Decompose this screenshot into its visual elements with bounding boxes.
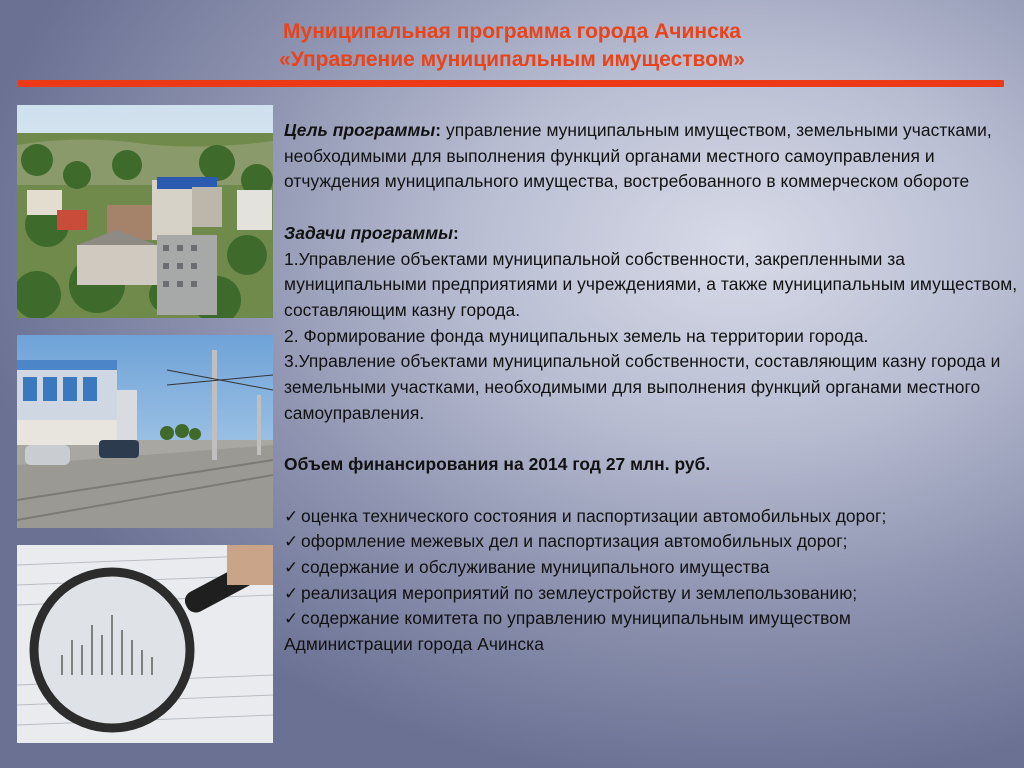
- slide-title: [0, 18, 1024, 74]
- checkmark-icon: ✓: [284, 583, 299, 603]
- city-street-photo: [17, 335, 273, 528]
- checklist-item-text: реализация мероприятий по землеустройству и землепользованию;: [301, 582, 858, 603]
- title-line-1: Муниципальная программа города Ачинска: [283, 20, 741, 43]
- checklist-item-text: содержание комитета по управлению муниципальным имуществом: [301, 608, 851, 629]
- goal-paragraph: [284, 118, 1019, 195]
- goal-label: Цель программы: [284, 120, 436, 140]
- tasks-heading: [284, 221, 1019, 247]
- task-item-2: 2. Формирование фонда муниципальных земель на территории города.: [284, 325, 869, 346]
- checklist-item-5: [284, 606, 1019, 632]
- city-aerial-photo: [17, 105, 273, 318]
- checkmark-icon: ✓: [284, 506, 299, 526]
- checklist-trailing-line: Администрации города Ачинска: [284, 634, 544, 655]
- checkmark-icon: ✓: [284, 532, 299, 552]
- tasks-colon: :: [453, 222, 459, 243]
- goal-colon: :: [435, 120, 442, 140]
- program-description: [284, 118, 1019, 658]
- task-item-1: 1.Управление объектами муниципальной собственности, закрепленными за муниципальными предприятиями и учреждениями, а также муниципальным имуществом, составляющим казну города.: [284, 248, 1018, 320]
- funding-text: Объем финансирования на 2014 год 27 млн. руб.: [284, 454, 711, 475]
- checklist-item-text: содержание и обслуживание муниципального имущества: [301, 556, 770, 577]
- checklist-item-text: оценка технического состояния и паспортизации автомобильных дорог;: [301, 505, 887, 526]
- tasks-label: Задачи программы: [284, 222, 454, 243]
- magnifying-glass-photo: [17, 545, 273, 743]
- checklist-item-1: [284, 504, 1019, 530]
- checkmark-icon: ✓: [284, 557, 299, 577]
- checklist-item-4: [284, 581, 1019, 607]
- checklist-item-2: [284, 529, 1019, 555]
- checkmark-icon: ✓: [284, 609, 299, 629]
- title-underline: [18, 80, 1004, 87]
- task-item-3: 3.Управление объектами муниципальной собственности, составляющим казну города и земельными участками, необходимыми для выполнения функций органами местного самоуправления.: [284, 351, 1001, 423]
- title-line-2: «Управление муниципальным имуществом»: [279, 48, 745, 71]
- goal-text: управление муниципальным имуществом, земельными участками, необходимыми для выполнения функций органами местного самоуправления и отчуждения муниципального имущества, востребованного в коммерческом обороте: [284, 120, 992, 192]
- checklist-item-3: [284, 555, 1019, 581]
- checklist-item-text: оформление межевых дел и паспортизация автомобильных дорог;: [301, 531, 848, 552]
